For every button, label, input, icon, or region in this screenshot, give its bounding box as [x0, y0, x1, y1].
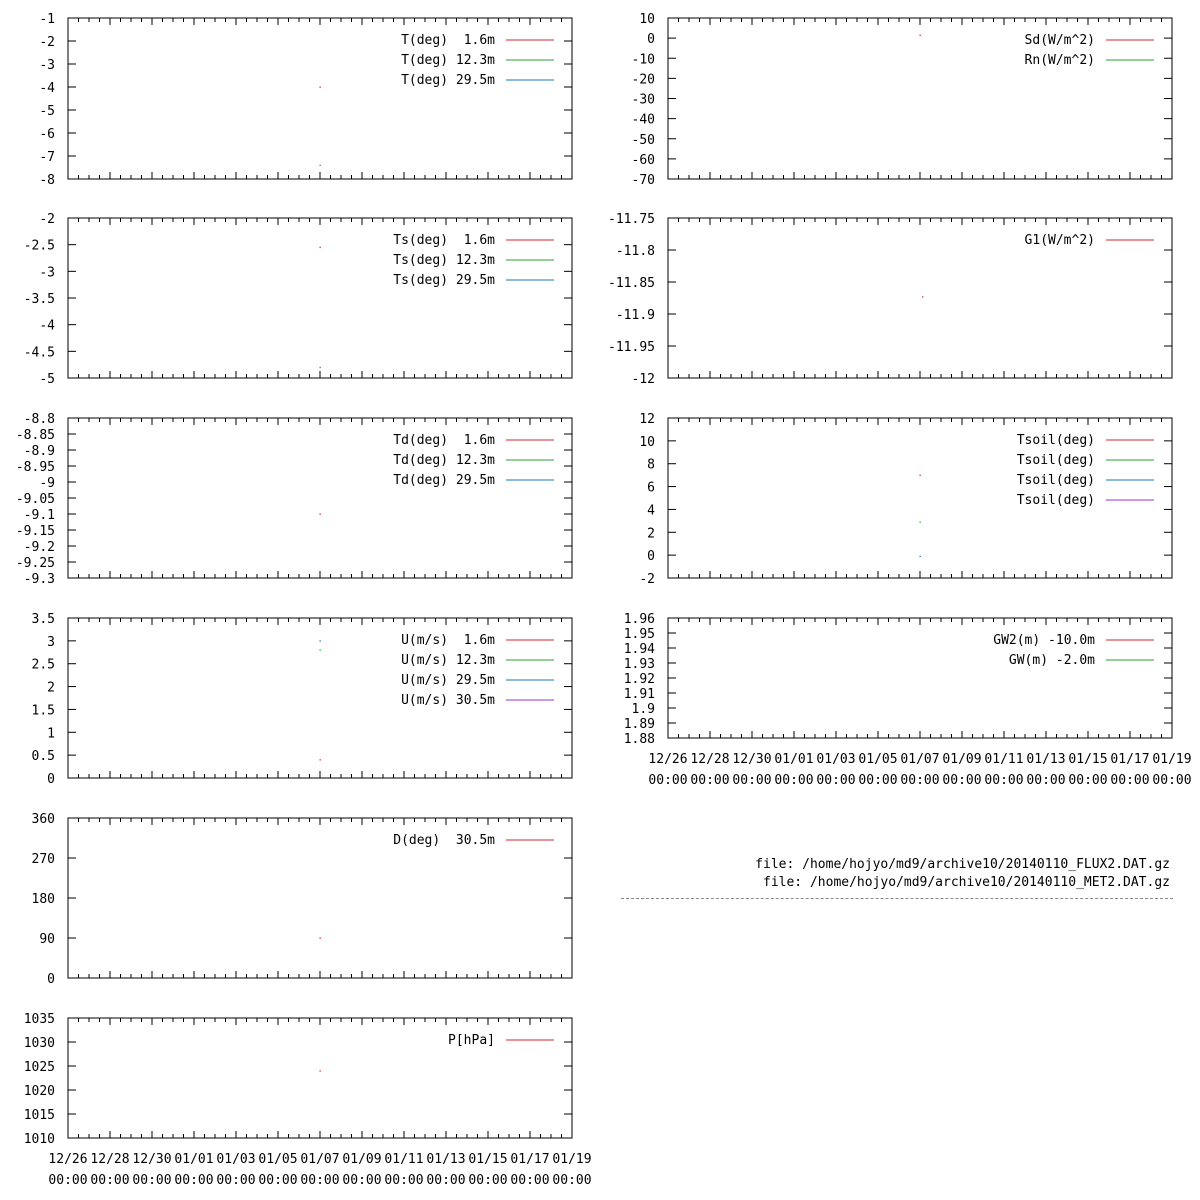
x-time-label: 00:00 — [342, 1173, 382, 1188]
legend-label: T(deg) 1.6m — [401, 33, 495, 48]
y-tick-label: 8 — [647, 457, 655, 473]
y-tick-label: 0 — [647, 32, 655, 48]
y-tick-label: -60 — [631, 152, 655, 168]
y-tick-label: -4 — [39, 318, 55, 334]
x-time-label: 00:00 — [510, 1173, 550, 1188]
file-source-line: file: /home/hojyo/md9/archive10/20140110_FLUX2.DAT.gz — [755, 857, 1170, 872]
y-tick-label: 1.89 — [623, 717, 655, 732]
y-tick-label: 12 — [639, 412, 655, 427]
y-tick-label: -8.95 — [15, 460, 55, 475]
y-tick-label: 0 — [47, 972, 55, 987]
y-tick-label: 1 — [47, 726, 55, 742]
y-tick-label: 270 — [31, 852, 55, 867]
data-point — [920, 556, 921, 557]
x-time-label: 00:00 — [384, 1173, 424, 1188]
y-tick-label: 10 — [639, 434, 655, 450]
legend-label: U(m/s) 30.5m — [401, 693, 495, 708]
plot-frame — [668, 18, 1172, 179]
file-source-line: file: /home/hojyo/md9/archive10/20140110_MET2.DAT.gz — [763, 875, 1170, 890]
chart-panel — [639, 412, 1172, 587]
y-tick-label: -40 — [631, 112, 655, 128]
legend-label: Td(deg) 12.3m — [393, 453, 495, 468]
data-point — [320, 165, 321, 166]
y-tick-label: -9 — [39, 476, 55, 491]
legend-label: G1(W/m^2) — [1024, 233, 1095, 248]
legend-label: GW2(m) -10.0m — [993, 633, 1095, 648]
x-time-label: 00:00 — [858, 773, 898, 788]
x-time-label: 00:00 — [216, 1173, 256, 1188]
plot-frame — [68, 18, 572, 179]
y-tick-label: 1.93 — [623, 657, 655, 672]
y-tick-label: -5 — [39, 104, 55, 119]
y-tick-label: 1015 — [23, 1108, 55, 1123]
chart-panel — [32, 812, 572, 987]
x-date-label: 12/26 — [648, 752, 688, 767]
x-date-label: 01/13 — [426, 1152, 466, 1167]
x-date-label: 01/17 — [510, 1152, 550, 1167]
data-point — [320, 87, 321, 88]
x-date-label: 01/09 — [342, 1152, 382, 1167]
y-tick-label: 360 — [31, 812, 55, 827]
y-tick-label: -12 — [631, 372, 655, 387]
x-time-label: 00:00 — [552, 1173, 592, 1188]
x-time-label: 00:00 — [90, 1173, 130, 1188]
y-tick-label: 0 — [647, 549, 655, 565]
y-tick-label: 4 — [647, 503, 655, 519]
y-tick-label: 1.88 — [623, 732, 655, 747]
y-tick-label: 180 — [31, 892, 55, 907]
y-tick-label: -11.95 — [608, 340, 655, 355]
x-time-label: 00:00 — [816, 773, 856, 788]
x-date-label: 01/01 — [774, 752, 814, 767]
x-date-label: 01/01 — [174, 1152, 214, 1167]
x-date-label: 01/07 — [900, 752, 940, 767]
chart-panel — [24, 1012, 592, 1188]
y-tick-label: -8.8 — [23, 412, 55, 427]
chart-panel — [24, 212, 572, 387]
y-tick-label: -6 — [39, 127, 55, 142]
data-point — [320, 1070, 321, 1071]
y-tick-label: 3.5 — [31, 612, 55, 627]
x-date-label: 01/19 — [552, 1152, 592, 1167]
data-point — [920, 522, 921, 523]
y-tick-label: -9.05 — [15, 492, 55, 507]
y-tick-label: -5 — [39, 372, 55, 387]
y-tick-label: -9.15 — [15, 524, 55, 539]
legend-label: Sd(W/m^2) — [1024, 33, 1095, 48]
y-tick-label: -30 — [631, 92, 655, 108]
y-tick-label: 0 — [47, 772, 55, 787]
y-tick-label: -4.5 — [23, 345, 55, 361]
data-point — [320, 640, 321, 641]
y-tick-label: -3 — [39, 58, 55, 73]
legend-label: T(deg) 29.5m — [401, 73, 495, 88]
y-tick-label: -1 — [39, 12, 55, 27]
x-date-label: 01/13 — [1026, 752, 1066, 767]
y-tick-label: -8.9 — [23, 444, 55, 459]
chart-panel — [16, 412, 572, 587]
x-date-label: 01/19 — [1152, 752, 1192, 767]
chart-panel — [32, 612, 572, 787]
chart-panel — [632, 12, 1172, 188]
x-time-label: 00:00 — [1068, 773, 1108, 788]
y-tick-label: 2.5 — [31, 657, 55, 673]
plot-frame — [68, 1018, 572, 1138]
x-time-label: 00:00 — [174, 1173, 214, 1188]
data-point — [320, 514, 321, 515]
legend-label: U(m/s) 1.6m — [401, 633, 495, 648]
x-time-label: 00:00 — [258, 1173, 298, 1188]
x-date-label: 01/09 — [942, 752, 982, 767]
x-date-label: 01/15 — [468, 1152, 508, 1167]
plot-frame — [68, 818, 572, 978]
legend-label: Td(deg) 1.6m — [393, 433, 495, 448]
y-tick-label: 1010 — [23, 1132, 55, 1147]
chart-panel — [39, 12, 572, 188]
x-date-label: 01/03 — [216, 1152, 256, 1167]
data-point — [320, 650, 321, 651]
y-tick-label: -7 — [39, 150, 55, 165]
y-tick-label: 1.91 — [623, 687, 655, 702]
y-tick-label: 1020 — [23, 1084, 55, 1099]
data-point — [920, 35, 921, 36]
y-tick-label: -3.5 — [23, 292, 55, 307]
y-tick-label: -11.85 — [608, 276, 655, 291]
data-point — [320, 247, 321, 248]
legend-label: Ts(deg) 1.6m — [393, 233, 495, 248]
legend-label: T(deg) 12.3m — [401, 53, 495, 68]
x-time-label: 00:00 — [468, 1173, 508, 1188]
y-tick-label: -11.8 — [615, 244, 655, 259]
file-source-list — [620, 856, 1170, 892]
x-time-label: 00:00 — [900, 773, 940, 788]
legend-label: Rn(W/m^2) — [1024, 53, 1095, 68]
x-time-label: 00:00 — [1152, 773, 1192, 788]
y-tick-label: 3 — [47, 634, 55, 650]
x-time-label: 00:00 — [648, 773, 688, 788]
x-time-label: 00:00 — [984, 773, 1024, 788]
y-tick-label: 1.95 — [623, 627, 655, 642]
data-point — [320, 938, 321, 939]
x-time-label: 00:00 — [426, 1173, 466, 1188]
y-tick-label: 1030 — [23, 1036, 55, 1051]
x-date-label: 01/07 — [300, 1152, 340, 1167]
plot-frame — [668, 418, 1172, 578]
y-tick-label: -50 — [631, 132, 655, 148]
x-date-label: 01/11 — [384, 1152, 424, 1167]
x-date-label: 01/05 — [858, 752, 898, 767]
y-tick-label: -10 — [631, 52, 655, 68]
data-point — [320, 367, 321, 368]
y-tick-label: -2 — [39, 35, 55, 50]
y-tick-label: -8 — [39, 173, 55, 188]
x-date-label: 01/11 — [984, 752, 1024, 767]
data-point — [920, 475, 921, 476]
plot-frame — [68, 218, 572, 378]
y-tick-label: -70 — [631, 173, 655, 188]
y-tick-label: -9.3 — [23, 572, 55, 587]
y-tick-label: -2 — [39, 212, 55, 227]
data-point — [922, 296, 923, 297]
plot-frame — [68, 618, 572, 778]
x-time-label: 00:00 — [48, 1173, 88, 1188]
y-tick-label: 1.92 — [623, 672, 655, 687]
y-tick-label: -3 — [39, 265, 55, 281]
data-point — [320, 759, 321, 760]
legend-label: Td(deg) 29.5m — [393, 473, 495, 488]
legend-label: Ts(deg) 12.3m — [393, 253, 495, 268]
divider-line — [621, 898, 1173, 899]
y-tick-label: -11.75 — [608, 212, 655, 227]
chart-panel — [608, 212, 1172, 387]
y-tick-label: -20 — [631, 72, 655, 88]
legend-label: P[hPa] — [448, 1033, 495, 1048]
y-tick-label: 1.94 — [623, 642, 655, 657]
y-tick-label: -8.85 — [15, 428, 55, 443]
x-date-label: 12/30 — [732, 752, 772, 767]
y-tick-label: -11.9 — [615, 308, 655, 323]
x-time-label: 00:00 — [942, 773, 982, 788]
plot-frame — [668, 218, 1172, 378]
y-tick-label: 2 — [47, 680, 55, 696]
legend-label: Tsoil(deg) — [1016, 433, 1095, 448]
y-tick-label: 1.96 — [623, 612, 655, 627]
y-tick-label: -4 — [39, 81, 55, 96]
y-tick-label: 1.9 — [631, 702, 655, 717]
legend-label: U(m/s) 12.3m — [401, 653, 495, 668]
legend-label: Tsoil(deg) — [1016, 473, 1095, 488]
x-date-label: 01/05 — [258, 1152, 298, 1167]
legend-label: U(m/s) 29.5m — [401, 673, 495, 688]
y-tick-label: 90 — [39, 932, 55, 947]
plot-frame — [668, 618, 1172, 738]
plot-frame — [68, 418, 572, 578]
y-tick-label: 10 — [639, 12, 655, 27]
x-date-label: 01/17 — [1110, 752, 1150, 767]
x-time-label: 00:00 — [132, 1173, 172, 1188]
x-time-label: 00:00 — [690, 773, 730, 788]
y-tick-label: 0.5 — [31, 749, 55, 765]
x-time-label: 00:00 — [300, 1173, 340, 1188]
x-date-label: 12/30 — [132, 1152, 172, 1167]
y-tick-label: -2.5 — [23, 238, 55, 254]
x-date-label: 12/26 — [48, 1152, 88, 1167]
x-time-label: 00:00 — [1110, 773, 1150, 788]
y-tick-label: 2 — [647, 526, 655, 542]
x-date-label: 12/28 — [90, 1152, 130, 1167]
legend-label: D(deg) 30.5m — [393, 833, 495, 848]
x-date-label: 01/03 — [816, 752, 856, 767]
x-time-label: 00:00 — [774, 773, 814, 788]
y-tick-label: 1035 — [23, 1012, 55, 1027]
legend-label: Tsoil(deg) — [1016, 493, 1095, 508]
y-tick-label: 1.5 — [31, 703, 55, 719]
y-tick-label: 6 — [647, 480, 655, 496]
legend-label: Ts(deg) 29.5m — [393, 273, 495, 288]
y-tick-label: -9.2 — [23, 540, 55, 555]
y-tick-label: -9.25 — [15, 556, 55, 571]
legend-label: Tsoil(deg) — [1016, 453, 1095, 468]
x-time-label: 00:00 — [1026, 773, 1066, 788]
legend-label: GW(m) -2.0m — [1008, 653, 1095, 668]
x-time-label: 00:00 — [732, 773, 772, 788]
y-tick-label: 1025 — [23, 1060, 55, 1075]
x-date-label: 01/15 — [1068, 752, 1108, 767]
y-tick-label: -9.1 — [23, 508, 55, 523]
chart-panel — [624, 612, 1192, 788]
x-date-label: 12/28 — [690, 752, 730, 767]
y-tick-label: -2 — [639, 572, 655, 587]
